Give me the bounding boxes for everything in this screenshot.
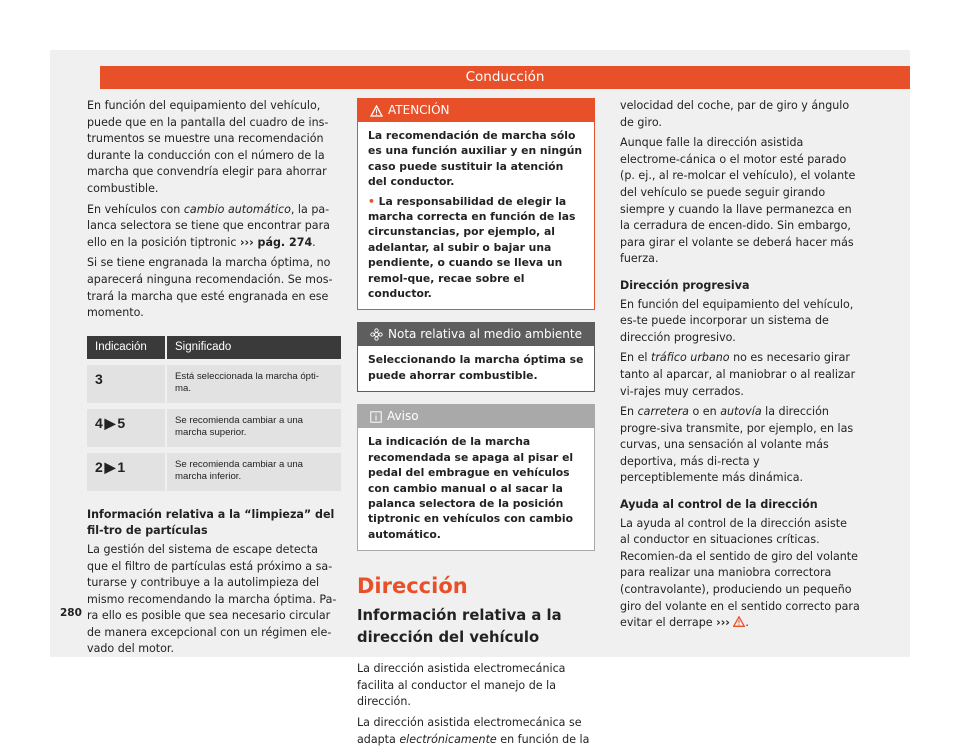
text: En: [620, 405, 638, 419]
text: La responsabilidad de elegir la marcha correcta en función de las circunstancias, por ejemplo, al adelantar, al subir o bajar una pendiente, o cuando se lleva un remol-que, recae sobre el conductor.: [368, 194, 576, 301]
text: En el: [620, 351, 652, 365]
paragraph: Aunque falle la dirección asistida electrome-cánica o el motor esté parado (p. ej., al re-molcar el vehículo), el volante del vehículo se puede seguir girando siempre y cuando la llave permanezca en la cerradura de encen-dido. Sin embargo, para girar el volante se deberá hacer más fuerza.: [620, 136, 856, 266]
subsection-heading: Información relativa a la dirección del vehículo: [357, 607, 562, 647]
table-row: [87, 362, 341, 406]
paragraph: [87, 202, 341, 252]
gear-indication: 4 ▶ 5: [87, 406, 166, 450]
notice-title: Aviso: [387, 409, 419, 424]
manual-page: [50, 50, 910, 746]
table-row: [87, 406, 341, 450]
paragraph: velocidad del coche, par de giro y ángulo de giro.: [620, 99, 850, 129]
subheading: Información relativa a la “limpieza” del fil-tro de partículas: [87, 507, 335, 538]
leaf-flower-icon: [370, 328, 383, 341]
environment-note-box: [357, 322, 595, 392]
text: La ayuda al control de la dirección asiste al conductor en situaciones críticas. Recomien-da el sentido de giro del volante para realizar una maniobra correctora (contravolante), produciendo un pequeño giro del volante en el sentido correcto para evitar el derrape: [620, 516, 860, 630]
notice-box: [357, 404, 595, 551]
text: La dirección asistida electromecánica se adapta: [357, 715, 582, 746]
page-reference-link[interactable]: ››› pág. 274: [239, 235, 313, 249]
warning-text: [368, 194, 584, 302]
warning-text: La recomendación de marcha sólo es una función auxiliar y en ningún caso puede sustituir la atención del conductor.: [368, 129, 583, 189]
text: o en: [688, 405, 721, 419]
subheading: Dirección progresiva: [620, 278, 750, 292]
info-icon: [370, 411, 382, 423]
section-header: Conducción: [100, 66, 910, 89]
text: la dirección progre-siva transmite, por ejemplo, en las curvas, una sensación al volante más deportiva, más di-recta y perceptiblemente más dinámica.: [620, 405, 854, 485]
table-row: [87, 450, 341, 491]
gear-meaning: Se recomienda cambiar a una marcha superior.: [166, 406, 341, 450]
table-header: Significado: [166, 336, 341, 362]
warning-box: [357, 98, 595, 310]
gear-indication: 3: [87, 362, 166, 406]
text: .: [312, 235, 316, 249]
emphasis: carretera: [637, 405, 689, 419]
warning-triangle-icon: [370, 105, 383, 117]
environment-note-title: Nota relativa al medio ambiente: [388, 327, 582, 342]
paragraph: [620, 516, 860, 632]
gear-indication: 2 ▶ 1: [87, 450, 166, 491]
subheading: Ayuda al control de la dirección: [620, 498, 818, 512]
gear-indication-table: [87, 336, 341, 491]
section-heading: Dirección: [357, 574, 468, 599]
paragraph: La dirección asistida electromecánica facilita al conductor el manejo de la dirección.: [357, 662, 566, 709]
page-number: 280: [60, 607, 82, 619]
warning-body: [358, 122, 594, 309]
notice-text: La indicación de la marcha recomendada se apaga al pisar el pedal del embrague en vehículos con cambio manual o al sacar la palanca selectora de la posición tiptronic en vehículos con cambio automático.: [368, 435, 574, 541]
paragraph: En función del equipamiento del vehículo, es-te puede incorporar un sistema de dirección progresivo.: [620, 297, 854, 344]
emphasis: electrónicamente: [399, 732, 497, 746]
text: en función de la: [496, 732, 590, 746]
emphasis: autovía: [720, 405, 762, 419]
paragraph: [357, 715, 595, 748]
paragraph: En función del equipamiento del vehículo, puede que en la pantalla del cuadro de ins-trumentos se muestre una recomendación durante la conducción con el número de la marcha que convendría elegir para ahorrar combustible.: [87, 99, 329, 195]
text: En vehículos con: [87, 202, 184, 216]
warning-triangle-icon[interactable]: [733, 616, 745, 627]
column-middle: [357, 98, 595, 752]
gear-meaning: Está seleccionada la marcha ópti-ma.: [166, 362, 341, 406]
column-right: [620, 98, 860, 636]
environment-note-header: [358, 323, 594, 346]
paragraph: [620, 404, 860, 487]
warning-box-header: [358, 99, 594, 122]
emphasis: tráfico urbano: [651, 351, 730, 365]
emphasis: cambio automático: [183, 202, 291, 216]
paragraph: Si se tiene engranada la marcha óptima, no aparecerá ninguna recomendación. Se mos-trará la marcha que esté engranada en ese momento.: [87, 256, 333, 320]
bullet-icon: •: [368, 194, 375, 208]
table-header: Indicación: [87, 336, 166, 362]
warning-title: ATENCIÓN: [388, 103, 450, 117]
warning-reference-link[interactable]: ›››: [716, 616, 730, 630]
environment-note-text: Seleccionando la marcha óptima se puede ahorrar combustible.: [368, 353, 584, 382]
text: , la pa-lanca selectora se tiene que encontrar para ello en la posición tiptronic: [87, 202, 330, 249]
text: no es necesario girar tanto al aparcar, al maniobrar o al realizar vi-rajes muy cerrados.: [620, 351, 856, 398]
text: .: [745, 616, 749, 630]
paragraph: [620, 350, 860, 400]
gear-meaning: Se recomienda cambiar a una marcha inferior.: [166, 450, 341, 491]
paragraph: La gestión del sistema de escape detecta que el filtro de partículas está próximo a sa-turarse y contribuye a la autolimpieza del mismo recomendando la marcha óptima. Pa-ra ello es posible que sea necesario circular de manera excepcional con un régimen ele-vado del motor.: [87, 542, 337, 656]
column-left: [87, 98, 341, 662]
notice-header: [358, 405, 594, 428]
